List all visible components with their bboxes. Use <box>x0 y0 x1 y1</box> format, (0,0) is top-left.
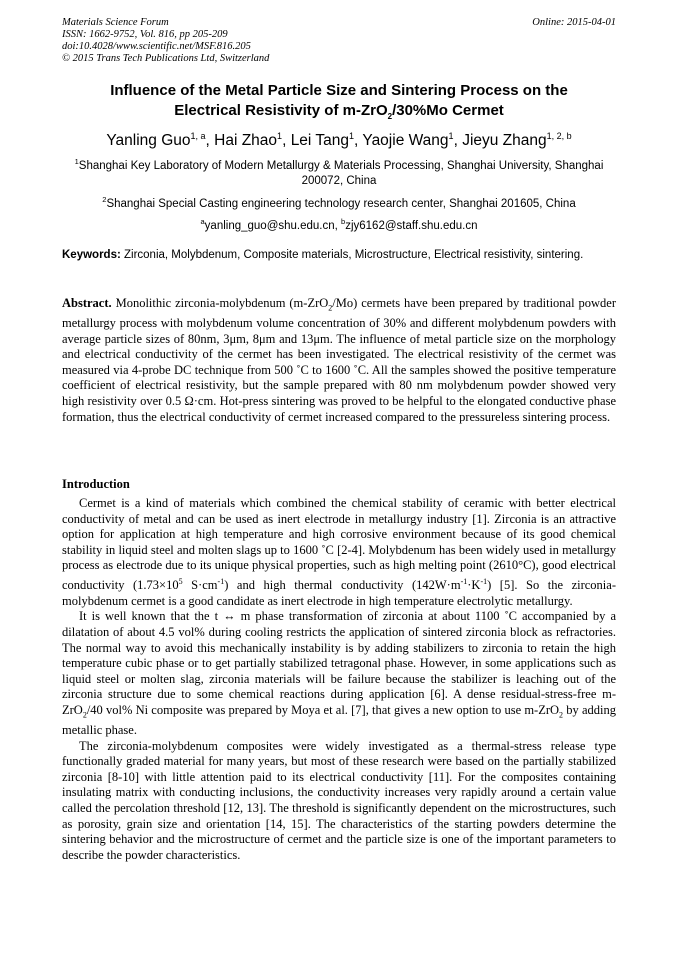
email-a[interactable]: yanling_guo@shu.edu.cn, <box>204 219 342 232</box>
title-line-1: Influence of the Metal Particle Size and Sintering Process on the <box>110 82 568 99</box>
journal-name: Materials Science Forum <box>62 17 169 28</box>
journal-doi: doi:10.4028/www.scientific.net/MSF.816.205 <box>62 41 251 52</box>
journal-header <box>62 17 616 65</box>
intro-paragraph-2: It is well known that the t ↔ m phase transformation of zirconia at about 1100 ˚C accompanied by a dilatation of about 4.5 vol% during cooling restricts the application of sintered zirconia block as refractories. The normal way to avoid this mechanically instability is by adding stabilizers to zirconia to retain the high temperature cubic phase or to get partially stabilized tetragonal phase. However, in some applications such as liquid steel or molten slag, zirconia materials will be failure because the stabilizer is leaching out of the zirconia structure due to some chemical reactions during application [6]. A dense residual-stress-free m-ZrO$_2$/40 vol% Ni composite was prepared by Moya et al. [7], that gives a new option to use m-ZrO$_2$ by adding metallic phase. <box>62 609 616 737</box>
author-emails: $^a$yanling_guo@shu.edu.cn, $^b$zjy6162@staff.shu.edu.cn <box>200 217 478 232</box>
section-heading-introduction: Introduction <box>62 477 130 491</box>
keywords-text: Zirconia, Molybdenum, Composite materials, Microstructure, Electrical resistivity, sintering. <box>120 249 584 261</box>
journal-copyright: © 2015 Trans Tech Publications Ltd, Switzerland <box>62 53 270 64</box>
abstract: Abstract. Monolithic zirconia-molybdenum (m-ZrO$_2$/Mo) cermets have been prepared by traditional powder metallurgy process with molybdenum volume concentration of 30% and different molybdenum powders with average particle sizes of 80nm, 3μm, 8μm and 13μm. The influence of metal particle size on the morphology and electrical conductivity of the cermet has been investigated. The electrical resistivity of the cermet was measured via 4-probe DC technique from 500 ˚C to 1600 ˚C. All the samples showed the positive temperature coefficient of electrical resistivity, but the sample prepared with 80 nm molybdenum powder showed very high resistivity over 0.5 Ω·cm. Hot-press sintering was proved to be helpful to the elongated conductive phase formation, thus the electrical conductivity of cermet increased compared to the pressureless sintering process. <box>62 296 617 424</box>
journal-issn: ISSN: 1662-9752, Vol. 816, pp 205-209 <box>62 29 228 40</box>
abstract-label: Abstract. <box>62 296 112 310</box>
keywords-label: Keywords: <box>62 249 121 261</box>
online-date: Online: 2015-04-01 <box>532 17 616 28</box>
paper-title <box>62 81 616 127</box>
author-name: Hai Zhao <box>214 132 278 150</box>
author-name: Yaojie Wang <box>362 132 449 150</box>
introduction-body <box>62 496 616 863</box>
title-line-2: Electrical Resistivity of m-ZrO$_2$/30%Mo Cermet <box>174 102 504 121</box>
email-b[interactable]: zjy6162@staff.shu.edu.cn <box>345 219 478 232</box>
keywords <box>62 248 616 263</box>
author-name: Lei Tang <box>290 132 350 150</box>
affiliation-2: $^2$Shanghai Special Casting engineering technology research center, Shanghai 201605, China <box>102 195 576 210</box>
intro-paragraph-3: The zirconia-molybdenum composites were widely investigated as a thermal-stress release type functionally graded material for many years, but most of these research were based on the partially stabilized zirconia [8-10] with little attention paid to its electrical conductivity [11]. For the composites containing insulating matrix with conducting inclusions, the conductivity increases very rapidly around a certain value called the percolation threshold [12, 13]. The threshold is significantly dependent on the microstructures, such as porosity, grain size and orientation [14, 15]. The characteristics of the starting powders determine the sintering behavior and the microstructure of cermet and the particle size is one of the important parameters to describe the powder characteristics. <box>62 738 616 862</box>
intro-paragraph-1: Cermet is a kind of materials which combined the chemical stability of ceramic with better electrical conductivity of metal and can be used as inert electrode in metallurgy industry [1]. Zirconia is an attractive option for application at high temperature and high corrosive environment because of its good chemical stability in liquid steel and molten slags up to 1600 ˚C [2-4]. Molybdenum has been widely used in metallurgy process as electrode due to its unique physical properties, such as high melting point (2610°C), good electrical conductivity ($1.73\times 10^5$ $S\cdot cm^{-1}$) and high thermal conductivity $(142W\cdot m^{-1}\cdot K^{-1})$ [5]. So the zirconia-molybdenum cermet is a good candidate as inert electrode in high temperature electrolytic metallurgy. <box>62 496 616 608</box>
author-name: Yanling Guo <box>106 132 191 150</box>
author-list: Yanling Guo$^{1, a}$, Hai Zhao$^1$, Lei Tang$^1$, Yaojie Wang$^1$, Jieyu Zhang$^{1, 2, b}$ <box>106 131 572 150</box>
author-name: Jieyu Zhang <box>462 132 547 150</box>
affiliation-1: $^1$Shanghai Key Laboratory of Modern Metallurgy & Materials Processing, Shanghai University, Shanghai 200072, China <box>74 157 604 187</box>
